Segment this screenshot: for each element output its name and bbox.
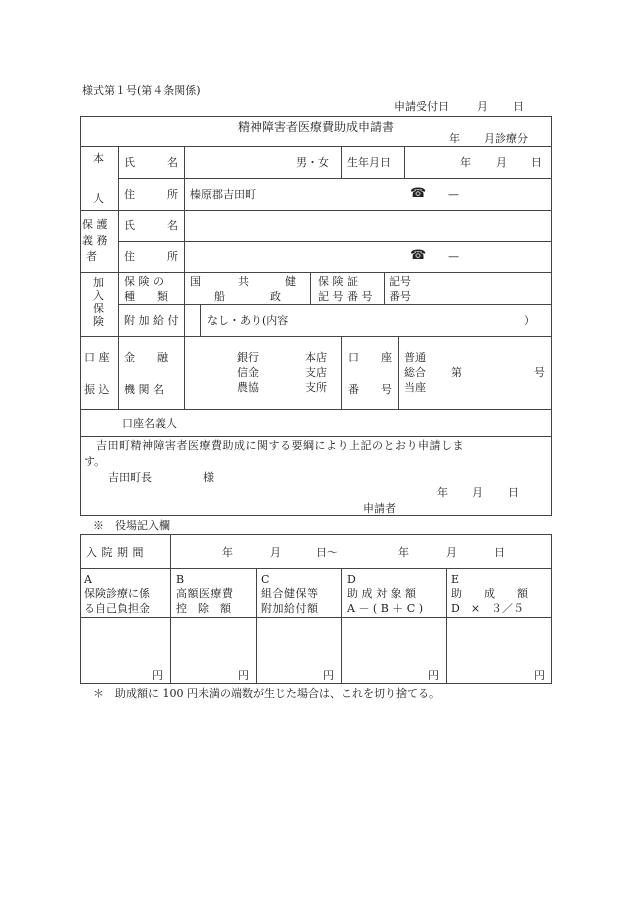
insurance-type-sen[interactable]: 船 [214,290,225,303]
account-toza[interactable]: 当座 [404,381,426,394]
insurance-type-kuni[interactable]: 国 [190,275,201,288]
birthdate-label: 生年月日 [347,156,391,169]
account-go: 号 [534,366,545,379]
period-day-2: 日 [494,546,505,559]
office-use-heading: ※ 役場記入欄 [93,519,170,532]
insurance-label-3: 保 [93,302,104,315]
receipt-day: 日 [513,100,524,113]
col-b-yen: 円 [238,669,249,682]
insurance-kigo: 記号 [389,275,411,288]
insurance-type-sei[interactable]: 政 [270,290,281,303]
supplement-label: 附 加 給 付 [124,314,179,327]
insurance-label-4: 険 [93,315,104,328]
name-label-2: 名 [167,156,178,169]
receipt-month: 月 [477,100,488,113]
applicant-label: 申請者 [363,502,396,515]
name-label-1: 氏 [124,156,135,169]
supplement-value[interactable]: なし・あり(内容 [207,314,289,327]
form-number: 様式第１号(第４条関係) [82,84,201,97]
account-futsu[interactable]: 普通 [404,351,426,364]
col-b-line-2: 控 除 額 [176,602,231,615]
insurance-type-ken[interactable]: 健 [285,275,296,288]
bank-nokyo[interactable]: 農協 [237,381,259,394]
col-c-line-2: 附加給付額 [261,602,319,615]
col-d-yen: 円 [428,669,439,682]
col-c-yen: 円 [323,669,334,682]
birth-month: 月 [496,156,507,169]
telephone-icon: ☎ [410,248,427,263]
col-c-letter: C [261,573,270,586]
col-e-line-2: D × ３／５ [451,602,525,615]
insurance-card-label-1: 保 険 証 [318,275,358,288]
insurance-bango: 番号 [389,290,411,303]
bank-ginko[interactable]: 銀行 [237,351,259,364]
statement-line-1: 吉田町精神障害者医療費助成に関する要綱により上記のとおり申請しま [96,439,464,452]
guardian-name-label-1: 氏 [124,219,135,232]
insurance-type-kyo[interactable]: 共 [238,275,249,288]
col-a-yen: 円 [152,669,163,682]
insurance-type-label-1: 保 険 の [124,275,164,288]
admission-period-label: 入 院 期 間 [86,546,144,559]
address-label-1: 住 [124,188,135,201]
account-holder-label: 口座名義人 [122,417,177,430]
col-c-line-1: 組合健保等 [261,587,319,600]
birth-day: 日 [531,156,542,169]
receipt-date-label: 申請受付日 [394,100,449,113]
period-month-1: 月 [270,546,281,559]
guardian-label-2: 義 務 [82,234,108,247]
guardian-phone-dash: — [448,250,459,263]
col-e-yen: 円 [534,669,545,682]
bank-label-2: 振 込 [84,383,110,396]
bank-inst-label-2: 機 関 名 [124,383,164,396]
account-label-2: 番 号 [348,383,392,396]
period-year-1: 年 [222,546,233,559]
honnin-label-top: 本 [93,152,104,165]
insurance-label-1: 加 [93,276,104,289]
application-year: 年 [437,486,448,499]
telephone-icon: ☎ [410,186,427,201]
col-e-letter: E [451,573,460,586]
mayor-sama: 様 [203,471,214,484]
account-dai: 第 [451,366,462,379]
col-a-letter: A [84,573,92,586]
insurance-label-2: 入 [93,289,104,302]
col-b-letter: B [176,573,185,586]
col-d-line-1: 助 成 対 象 額 [347,587,416,600]
col-a-line-1: 保険診療に係 [84,587,150,600]
bank-label-1: 口 座 [84,351,110,364]
guardian-label-3: 者 [86,250,97,263]
guardian-address-label-1: 住 [124,250,135,263]
statement-line-2: す。 [84,455,106,468]
mayor-label: 吉田町長 [108,471,152,484]
col-b-line-1: 高額医療費 [176,587,234,600]
phone-dash: — [448,188,459,201]
period-month-2: 月 [446,546,457,559]
bank-honten[interactable]: 本店 [305,351,327,364]
bank-shiten[interactable]: 支店 [305,366,327,379]
bank-shisho[interactable]: 支所 [305,381,327,394]
application-day: 日 [508,486,519,499]
honnin-label-bottom: 人 [93,192,104,205]
account-sogo[interactable]: 総合 [404,366,426,379]
col-d-letter: D [347,573,356,586]
guardian-name-label-2: 名 [167,219,178,232]
period-day-1: 日～ [316,546,338,559]
gender-field[interactable]: 男・女 [296,156,329,169]
guardian-address-label-2: 所 [167,250,178,263]
col-a-line-2: る自己負担金 [84,602,150,615]
guardian-label-1: 保 護 [82,218,108,231]
treatment-month: 月診療分 [484,132,528,145]
col-d-line-2: A － ( B ＋ C ) [347,602,424,615]
supplement-close: ） [524,314,535,327]
insurance-card-label-2: 記 号 番 号 [318,290,373,303]
birth-year: 年 [460,156,471,169]
col-e-line-1: 助 成 額 [451,587,528,600]
period-year-2: 年 [398,546,409,559]
bank-inst-label-1: 金 融 [124,351,168,364]
bank-shinkin[interactable]: 信金 [237,366,259,379]
address-value[interactable]: 榛原郡吉田町 [190,188,256,201]
form-title: 精神障害者医療費助成申請書 [238,120,395,134]
footnote: ＊ 助成額に 100 円未満の端数が生じた場合は、これを切り捨てる。 [93,687,440,700]
application-month: 月 [472,486,483,499]
insurance-type-label-2: 種 類 [124,290,168,303]
treatment-year: 年 [449,132,460,145]
address-label-2: 所 [167,188,178,201]
account-label-1: 口 座 [348,351,392,364]
